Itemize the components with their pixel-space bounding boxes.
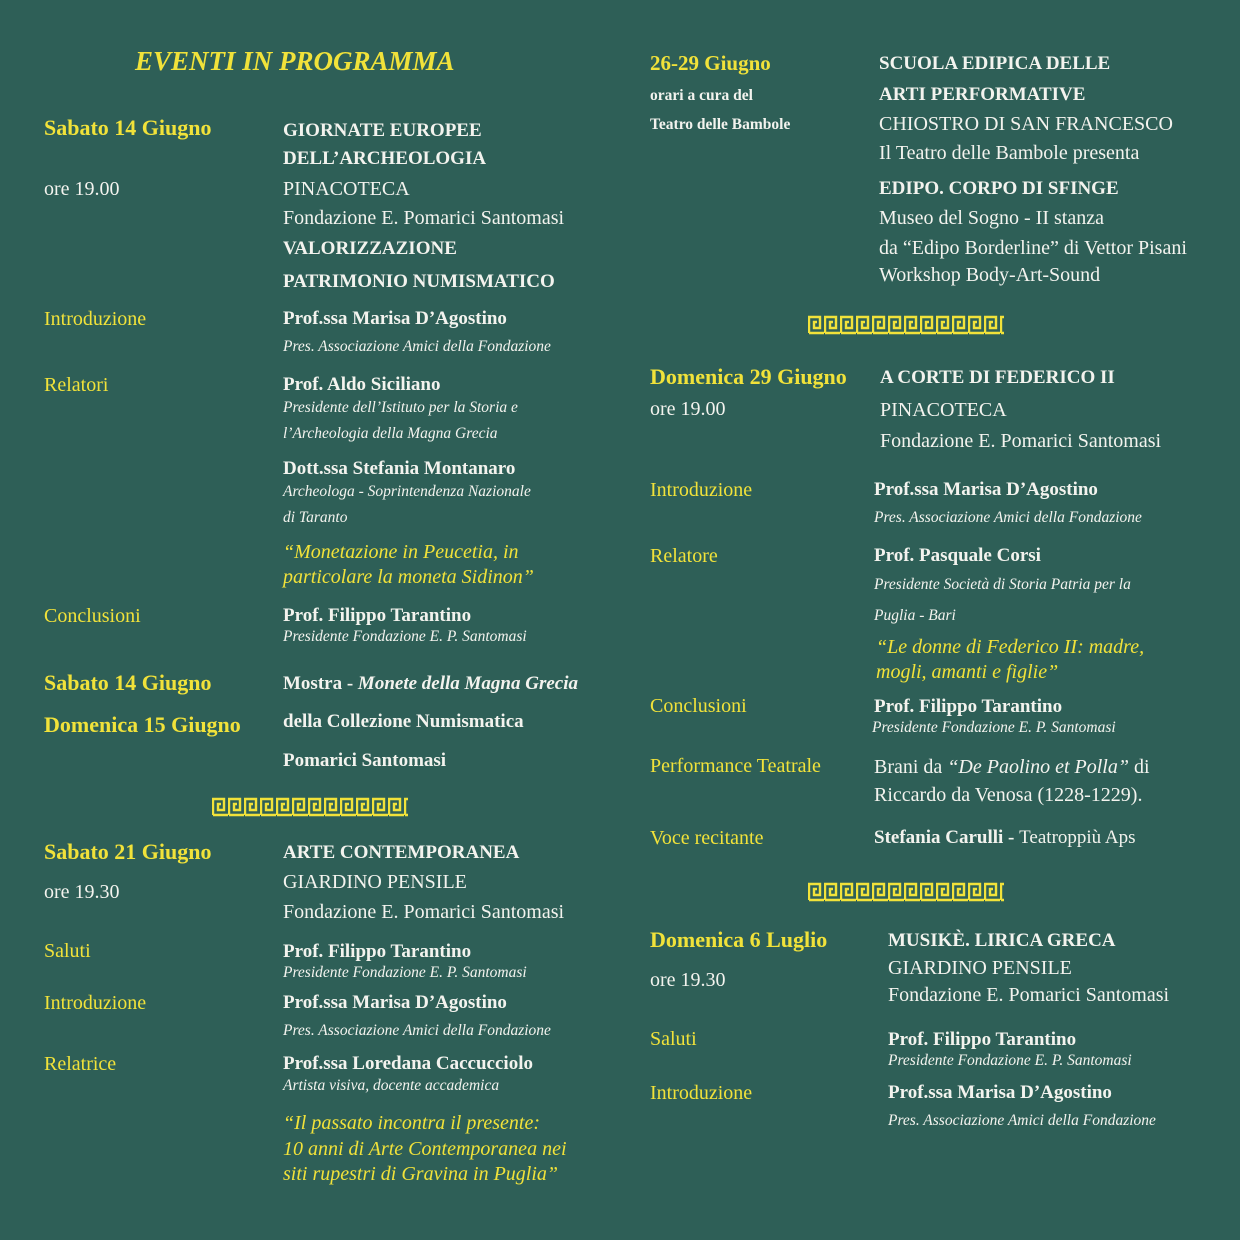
speaker-name: Prof. Filippo Tarantino	[283, 605, 472, 626]
talk-title: particolare la moneta Sidinon”	[283, 566, 534, 588]
talk-title: “Il passato incontra il presente:	[283, 1112, 541, 1134]
speaker-name: Prof. Pasquale Corsi	[874, 545, 1041, 566]
speaker-name: Prof. Filippo Tarantino	[283, 941, 472, 962]
speaker-role: Puglia - Bari	[874, 607, 956, 624]
exhibition-prefix: Mostra -	[283, 673, 358, 694]
intro-label: Introduzione	[44, 308, 147, 330]
talk-title: “Le donne di Federico II: madre,	[876, 636, 1145, 658]
speaker-name: Prof.ssa Marisa D’Agostino	[874, 479, 1098, 500]
event-note: Teatro delle Bambole	[650, 116, 791, 133]
event-title-line: EDIPO. CORPO DI SFINGE	[879, 178, 1119, 199]
performance-work: “De Paolino et Polla”	[947, 756, 1129, 778]
event-venue-sub: Fondazione E. Pomarici Santomasi	[880, 430, 1162, 452]
greetings-label: Saluti	[44, 940, 91, 962]
greetings-label: Saluti	[650, 1028, 697, 1050]
intro-label: Introduzione	[44, 992, 147, 1014]
speaker-role: Presidente Fondazione E. P. Santomasi	[888, 1052, 1132, 1069]
event-venue-sub: Fondazione E. Pomarici Santomasi	[283, 901, 565, 923]
event-date: Domenica 15 Giugno	[44, 712, 241, 737]
event-date: Sabato 21 Giugno	[44, 839, 212, 864]
greek-key-divider	[212, 795, 408, 817]
performance-line	[874, 757, 1150, 777]
performer-org: Teatroppiù Aps	[1019, 827, 1136, 848]
speaker-role: Pres. Associazione Amici della Fondazione	[888, 1112, 1156, 1129]
performance-label: Performance Teatrale	[650, 755, 821, 777]
speaker-role: Presidente Società di Storia Patria per la	[874, 576, 1131, 593]
event-venue: PINACOTECA	[283, 178, 410, 200]
event-date: Domenica 6 Luglio	[650, 927, 828, 952]
exhibition-line: Pomarici Santomasi	[283, 750, 447, 771]
event-title-line: VALORIZZAZIONE	[283, 238, 457, 259]
conclusions-label: Conclusioni	[650, 695, 747, 717]
speaker-name: Prof.ssa Loredana Caccucciolo	[283, 1053, 533, 1074]
event-title-line: SCUOLA EDIPICA DELLE	[879, 53, 1111, 74]
event-date: Sabato 14 Giugno	[44, 115, 212, 140]
event-time: ore 19.00	[44, 178, 120, 200]
event-line: da “Edipo Borderline” di Vettor Pisani	[879, 237, 1187, 259]
speaker-label: Relatore	[650, 545, 718, 567]
exhibition-title	[283, 674, 578, 693]
event-line: Museo del Sogno - II stanza	[879, 207, 1104, 229]
greek-key-divider	[808, 313, 1004, 335]
event-note: orari a cura del	[650, 87, 753, 104]
event-title: ARTE CONTEMPORANEA	[283, 842, 520, 863]
greek-key-divider	[808, 880, 1004, 902]
talk-title: “Monetazione in Peucetia, in	[283, 541, 519, 563]
exhibition-name: Monete della Magna Grecia	[357, 673, 578, 694]
speaker-role: di Taranto	[283, 509, 348, 526]
talk-title: mogli, amanti e figlie”	[876, 661, 1059, 683]
event-date: Sabato 14 Giugno	[44, 670, 212, 695]
exhibition-line: della Collezione Numismatica	[283, 711, 524, 732]
event-venue-sub: Fondazione E. Pomarici Santomasi	[888, 984, 1170, 1006]
event-venue: GIARDINO PENSILE	[888, 957, 1072, 979]
speaker-role: Pres. Associazione Amici della Fondazione	[874, 509, 1142, 526]
event-date: Domenica 29 Giugno	[650, 364, 847, 389]
performer-name: Stefania Carulli -	[874, 827, 1020, 848]
speaker-role: Presidente Fondazione E. P. Santomasi	[283, 964, 527, 981]
speaker-name: Dott.ssa Stefania Montanaro	[283, 458, 516, 479]
event-line: Workshop Body-Art-Sound	[879, 264, 1101, 286]
speaker-role: Pres. Associazione Amici della Fondazione	[283, 1022, 551, 1039]
speaker-role: l’Archeologia della Magna Grecia	[283, 425, 498, 442]
event-title: MUSIKÈ. LIRICA GRECA	[888, 930, 1116, 951]
event-title: A CORTE DI FEDERICO II	[880, 367, 1115, 388]
speaker-name: Prof. Aldo Siciliano	[283, 374, 441, 395]
speakers-label: Relatori	[44, 374, 109, 396]
speaker-name: Prof.ssa Marisa D’Agostino	[283, 992, 507, 1013]
speaker-role: Presidente dell’Istituto per la Storia e	[283, 399, 518, 416]
event-title-line: GIORNATE EUROPEE	[283, 120, 482, 141]
speaker-role: Presidente Fondazione E. P. Santomasi	[872, 719, 1116, 736]
event-title-line: ARTI PERFORMATIVE	[879, 84, 1086, 105]
event-venue: CHIOSTRO DI SAN FRANCESCO	[879, 113, 1173, 135]
speaker-name: Prof. Filippo Tarantino	[888, 1029, 1077, 1050]
speaker-label: Relatrice	[44, 1053, 117, 1075]
voice-performer	[874, 828, 1136, 847]
speaker-role: Pres. Associazione Amici della Fondazione	[283, 338, 551, 355]
page-title: EVENTI IN PROGRAMMA	[135, 46, 455, 76]
speaker-role: Archeologa - Soprintendenza Nazionale	[283, 483, 531, 500]
performance-line: Riccardo da Venosa (1228-1229).	[874, 784, 1143, 806]
voice-label: Voce recitante	[650, 827, 764, 849]
event-title-line: DELL’ARCHEOLOGIA	[283, 148, 487, 169]
event-line: Il Teatro delle Bambole presenta	[879, 142, 1140, 164]
speaker-name: Prof.ssa Marisa D’Agostino	[283, 308, 507, 329]
conclusions-label: Conclusioni	[44, 605, 141, 627]
event-time: ore 19.30	[44, 881, 120, 903]
event-time: ore 19.00	[650, 398, 726, 420]
event-date: 26-29 Giugno	[650, 51, 771, 75]
speaker-name: Prof.ssa Marisa D’Agostino	[888, 1082, 1112, 1103]
event-title-line: PATRIMONIO NUMISMATICO	[283, 271, 555, 292]
intro-label: Introduzione	[650, 1082, 753, 1104]
event-time: ore 19.30	[650, 969, 726, 991]
event-venue-sub: Fondazione E. Pomarici Santomasi	[283, 207, 565, 229]
performance-suffix: di	[1128, 756, 1150, 778]
talk-title: 10 anni di Arte Contemporanea nei	[283, 1138, 567, 1160]
performance-prefix: Brani da	[874, 756, 948, 778]
intro-label: Introduzione	[650, 479, 753, 501]
speaker-role: Artista visiva, docente accademica	[283, 1077, 500, 1094]
event-venue: GIARDINO PENSILE	[283, 871, 467, 893]
speaker-role: Presidente Fondazione E. P. Santomasi	[283, 628, 527, 645]
talk-title: siti rupestri di Gravina in Puglia”	[283, 1163, 559, 1185]
speaker-name: Prof. Filippo Tarantino	[874, 696, 1063, 717]
event-venue: PINACOTECA	[880, 399, 1007, 421]
